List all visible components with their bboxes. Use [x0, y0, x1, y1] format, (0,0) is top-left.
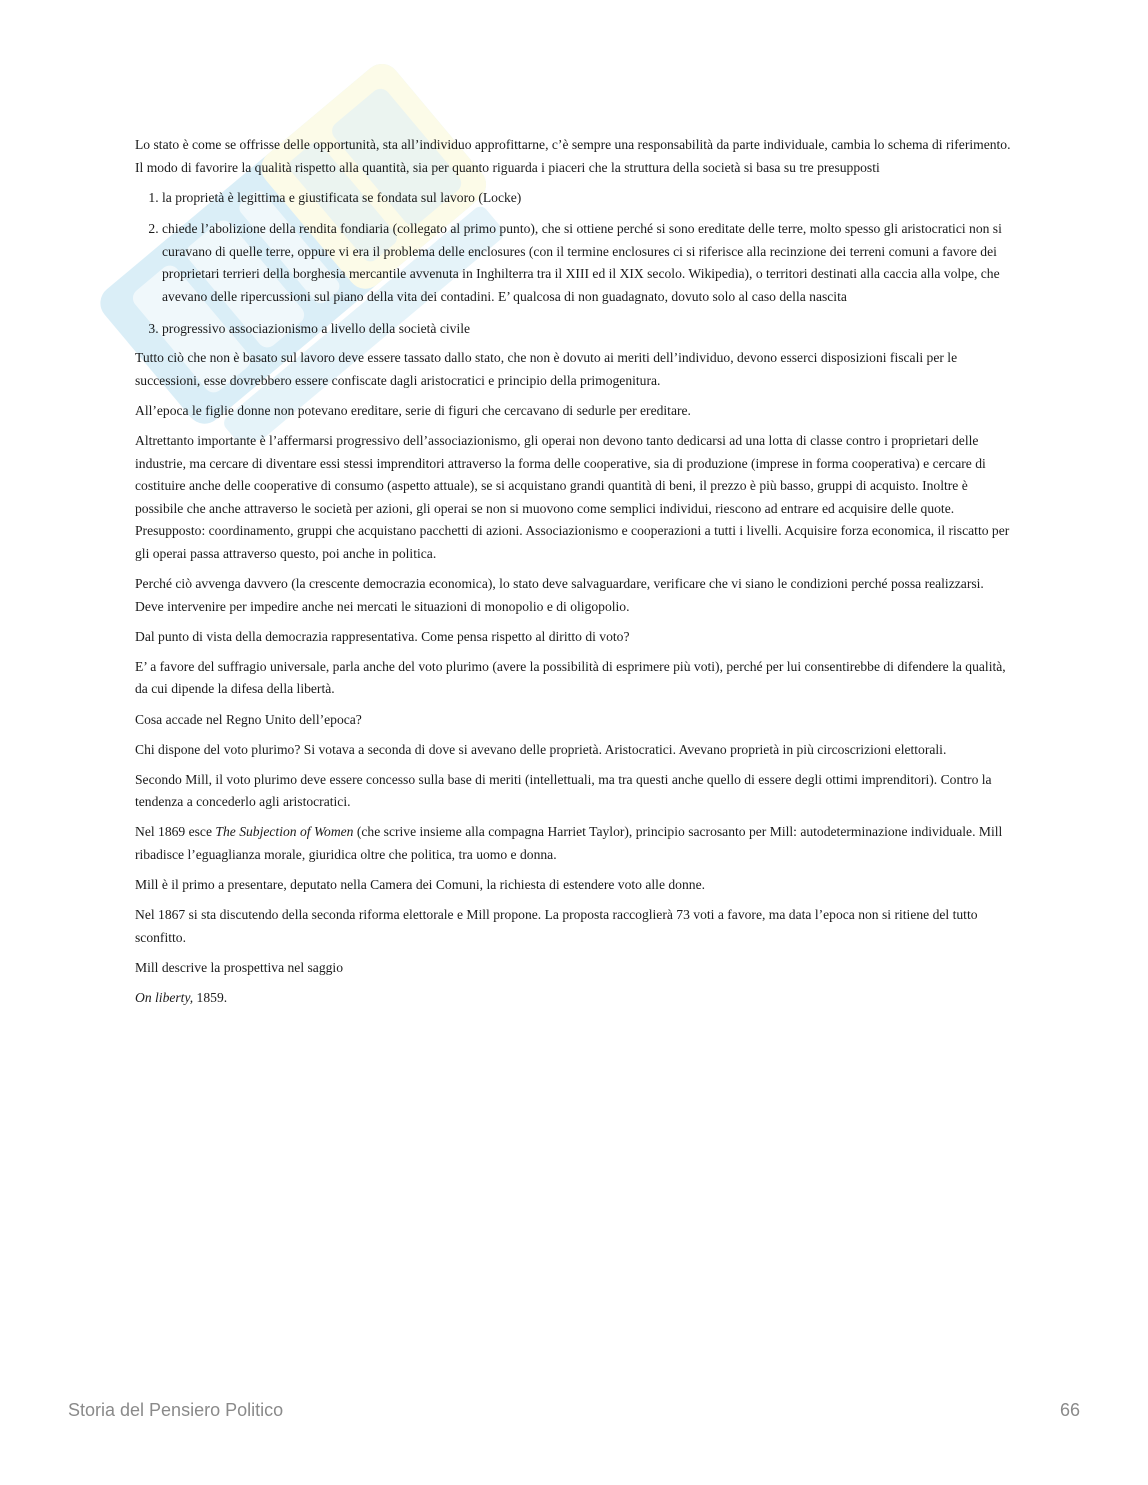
list-item: 3. progressivo associazionismo a livello della società civile [162, 318, 1015, 341]
paragraph: Mill è il primo a presentare, deputato nella Camera dei Comuni, la richiesta di estendere voto alle donne. [135, 877, 705, 893]
text-run: (che scrive insieme alla compagna Harriet Taylor), principio sacrosanto per Mill: autodeterminazione individuale. Mill ribadisce l’eguaglianza morale, giuridica oltre che politica, tra uomo e donna. [135, 824, 1003, 863]
page-footer [68, 1400, 1080, 1426]
text-run: Nel 1869 esce [135, 824, 216, 840]
paragraph: Dal punto di vista della democrazia rappresentativa. Come pensa rispetto al diritto di voto? [135, 628, 630, 644]
list-item: 1. la proprietà è legittima e giustificata se fondata sul lavoro (Locke) [162, 187, 1015, 210]
paragraph: Nel 1867 si sta discutendo della seconda riforma elettorale e Mill propone. La proposta raccoglierà 73 voti a favore, ma data l’epoca non si ritiene del tutto sconfitto. [135, 907, 978, 945]
page-number: 66 [1059, 1400, 1080, 1420]
paragraph: Lo stato è come se offrisse delle opportunità, sta all’individuo approfittarne, c’è sempre una responsabilità da parte individuale, cambia lo schema di riferimento. Il modo di favorire la qualità rispetto alla quantità, sia per quanto riguarda i piaceri che la struttura della società si basa su tre presupposti [135, 137, 1011, 175]
paragraph: Chi dispone del voto plurimo? Si votava a seconda di dove si avevano delle proprietà. Aristocratici. Avevano proprietà in più circoscrizioni elettorali. [135, 741, 947, 757]
paragraph-subjection [135, 821, 1015, 866]
list-item: 2. chiede l’abolizione della rendita fondiaria (collegato al primo punto), che si ottiene perché si sono ereditate delle terre, molto spesso gli aristocratici non si curavano di quelle terre, oppure vi era il problema delle enclosures (con il termine enclosures ci si riferisce alla recinzione dei terreni comuni a favore dei proprietari terrieri della borghesia mercantile avvenuta in Inghilterra tra il XIII ed il XIX secolo. Wikipedia), o territori destinati alla caccia alla volpe, che avevano delle ripercussioni sul piano della vita dei contadini. E’ qualcosa di non guadagnato, dovuto solo al caso della nascita [162, 218, 1015, 308]
paragraph: Cosa accade nel Regno Unito dell’epoca? [135, 711, 362, 727]
book-title: The Subjection of Women [215, 824, 354, 840]
paragraph: Altrettanto importante è l’affermarsi progressivo dell’associazionismo, gli operai non devono tanto dedicarsi ad una lotta di classe contro i proprietari delle industrie, ma cercare di diventare essi stessi imprenditori attraverso la forma delle cooperative, sia di produzione (imprese in forma cooperativa) e cercare di costituire anche delle cooperative di consumo (aspetto attuale), se si acquistano grandi quantità di beni, il prezzo è più basso, gruppi di acquisto. Inoltre è possibile che anche attraverso le società per azioni, gli operai se non si muovono come semplici individui, riescono ad entrare ed acquisire delle quote. Presupposto: coordinamento, gruppi che acquistano pacchetti di azioni. Associazionismo e cooperazioni a tutti i livelli. Acquisire forza economica, il riscatto per gli operai passa attraverso questo, poi anche in politica. [135, 433, 1010, 561]
paragraph: Secondo Mill, il voto plurimo deve essere concesso sulla base di meriti (intellettuali, ma tra questi anche quello di essere degli ottimi imprenditori). Contro la tendenza a concederlo agli aristocratici. [135, 771, 992, 810]
paragraph: E’ a favore del suffragio universale, parla anche del voto plurimo (avere la possibilità di esprimere più voti), perché per lui consentirebbe di difendere la qualità, da cui dipende la difesa della libertà. [135, 658, 1006, 697]
text-run: 1859. [193, 990, 228, 1005]
document-body [135, 134, 1015, 1017]
paragraph: All’epoca le figlie donne non potevano ereditare, serie di figuri che cercavano di sedurle per ereditare. [135, 402, 691, 418]
book-title: On liberty, [135, 990, 194, 1005]
numbered-list [135, 187, 1015, 341]
paragraph: Mill descrive la prospettiva nel saggio [135, 959, 344, 975]
paragraph-on-liberty [135, 987, 1015, 1010]
paragraph: Perché ciò avvenga davvero (la crescente democrazia economica), lo stato deve salvaguardare, verificare che vi siano le condizioni perché possa realizzarsi. Deve intervenire per impedire anche nei mercati le situazioni di monopolio e di oligopolio. [135, 576, 984, 614]
footer-title: Storia del Pensiero Politico [68, 1400, 284, 1420]
paragraph: Tutto ciò che non è basato sul lavoro deve essere tassato dallo stato, che non è dovuto ai meriti dell’individuo, devono esserci disposizioni fiscali per le successioni, esse dovrebbero essere confiscate dagli aristocratici e principio della primogenitura. [135, 350, 958, 388]
